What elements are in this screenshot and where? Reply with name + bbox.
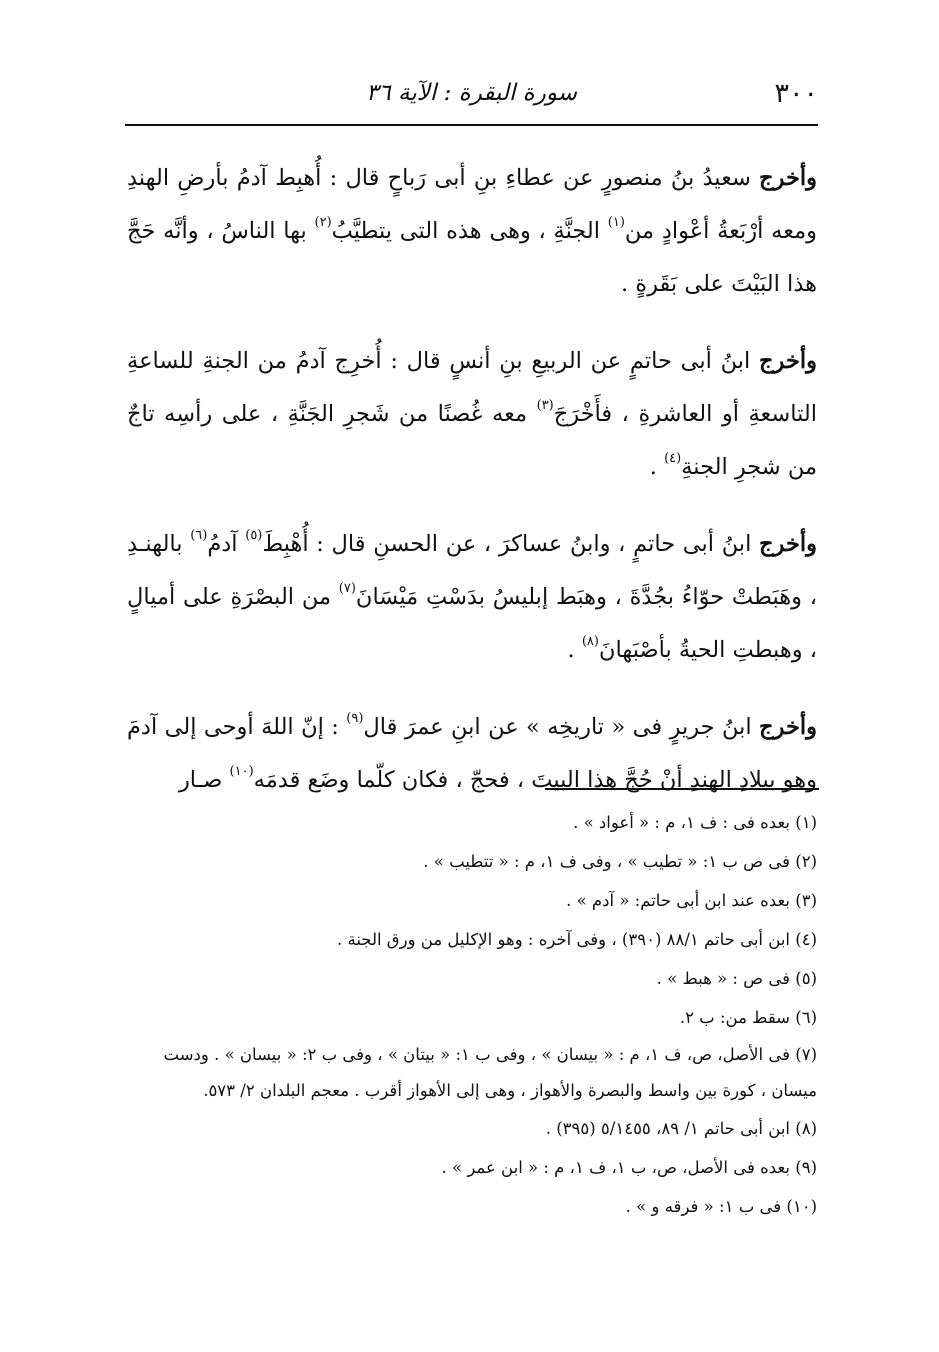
footnote: (١٠) فى ب ١: « فرقه و » . [625, 1197, 817, 1216]
paragraph-text: ابنُ جريرٍ فى « تاريخِه » عن ابنِ عمرَ قال [363, 714, 760, 740]
footnote-marker: (٥) [245, 528, 263, 543]
footnote: (٥) فى ص : « هبط » . [656, 969, 817, 988]
paragraph-text: . [649, 454, 665, 480]
footnote-marker: (٣) [536, 398, 554, 413]
main-text [127, 152, 817, 831]
running-header [125, 70, 818, 118]
footnote: (٩) بعده فى الأصل، ص، ب ١، ف ١، م : « ابن عمر » . [441, 1158, 817, 1177]
paragraph-text: ابنُ أبى حاتمٍ عن الربيعِ بنِ أنسٍ قال : أُخرِج آدمُ من الجنةِ للساعةِ التاسعةِ أو العاشرةِ ، فأَخْرَجَ [127, 348, 817, 427]
paragraph [127, 701, 817, 807]
paragraph-text: معه غُصنًا من شَجرِ الجَنَّةِ ، على رأسِه تاجٌ من شجرِ الجنةِ [127, 401, 817, 480]
paragraph-lead-word: وأخرج [759, 348, 817, 374]
paragraph-text: من البصْرَةِ على أميالٍ ، وهبطتِ الحيةُ بأصْبَهانَ [127, 584, 817, 663]
paragraph-lead-word: وأخرج [759, 165, 817, 191]
paragraph-lead-word: وأخرج [759, 714, 817, 740]
footnote: (٣) بعده عند ابن أبى حاتم: « آدم » . [566, 891, 817, 910]
footnote-marker: (٧) [338, 581, 356, 596]
footnote-marker: (٩) [346, 711, 364, 726]
paragraph-text: . [567, 637, 582, 663]
paragraph-lead-word: وأخرج [759, 531, 817, 557]
paragraph-text: : إنّ اللهَ أوحى إلى آدمَ وهو ببلادِ الهندِ أنْ حُجَّ هذا البيتَ ، فحجّ ، فكان كلّما وضَع قدمَه [127, 714, 817, 793]
paragraph-text: بها الناسُ ، وأنَّه حَجَّ هذا البَيْتَ على بَقَرةٍ . [127, 218, 817, 297]
paragraph-text: ابنُ أبى حاتمٍ ، وابنُ عساكرَ ، عن الحسنِ قال : أُهْبِطَ [262, 531, 760, 557]
footnote-marker: (٤) [664, 451, 682, 466]
footnote-marker: (١٠) [229, 764, 254, 779]
footnote: (٦) سقط من: ب ٢. [679, 1008, 817, 1027]
footnote: (١) بعده فى : ف ١، م : « أعواد » . [573, 813, 817, 832]
paragraph-text: سعيدُ بنُ منصورٍ عن عطاءِ بنِ أبى رَباحٍ قال : أُهبِط آدمُ بأرضِ الهندِ ومعه أرْبَعةُ أعْوادٍ من [127, 165, 817, 244]
paragraph-text: الجنَّةِ ، وهى هذه التى يتطيَّبُ [331, 218, 608, 244]
footnote-marker: (٦) [190, 528, 208, 543]
paragraph [127, 518, 817, 677]
paragraph [127, 335, 817, 494]
footnote-marker: (١) [607, 215, 625, 230]
page-number: ٣٠٠ [774, 78, 818, 109]
footnote: (٤) ابن أبى حاتم ٨٨/١ (٣٩٠) ، وفى آخره : وهو الإكليل من ورق الجنة . [336, 930, 817, 949]
footnote: (٢) فى ص ب ١: « تطيب » ، وفى ف ١، م : « تتطيب » . [423, 852, 817, 871]
footnote: (٨) ابن أبى حاتم ١/ ٨٩، ٥/١٤٥٥ (٣٩٥) . [545, 1119, 817, 1138]
footnote-separator [545, 788, 819, 790]
paragraph-text: صـار [178, 767, 230, 793]
footnote-marker: (٨) [581, 634, 599, 649]
footnotes [125, 803, 817, 1226]
footnote-marker: (٢) [314, 215, 332, 230]
running-title: سورة البقرة : الآية ٣٦ [366, 80, 577, 106]
header-rule [125, 124, 818, 126]
paragraph [127, 152, 817, 311]
paragraph-text: بالهنـدِ ، وهَبَطتْ حوّاءُ بجُدَّةَ ، وهبَط إبليسُ بدَسْتِ مَيْسَانَ [127, 531, 818, 610]
footnote: (٧) فى الأصل، ص، ف ١، م : « بيسان » ، وفى ب ١: « بيتان » ، وفى ب ٢: « بيسان » . ودست ميسان ، كورة بين واسط والبصرة والأهواز ، وهى إلى الأهواز أقرب . معجم البلدان ٢/ ٥٧٣. [163, 1045, 817, 1100]
paragraph-text: آدمُ [207, 531, 246, 557]
